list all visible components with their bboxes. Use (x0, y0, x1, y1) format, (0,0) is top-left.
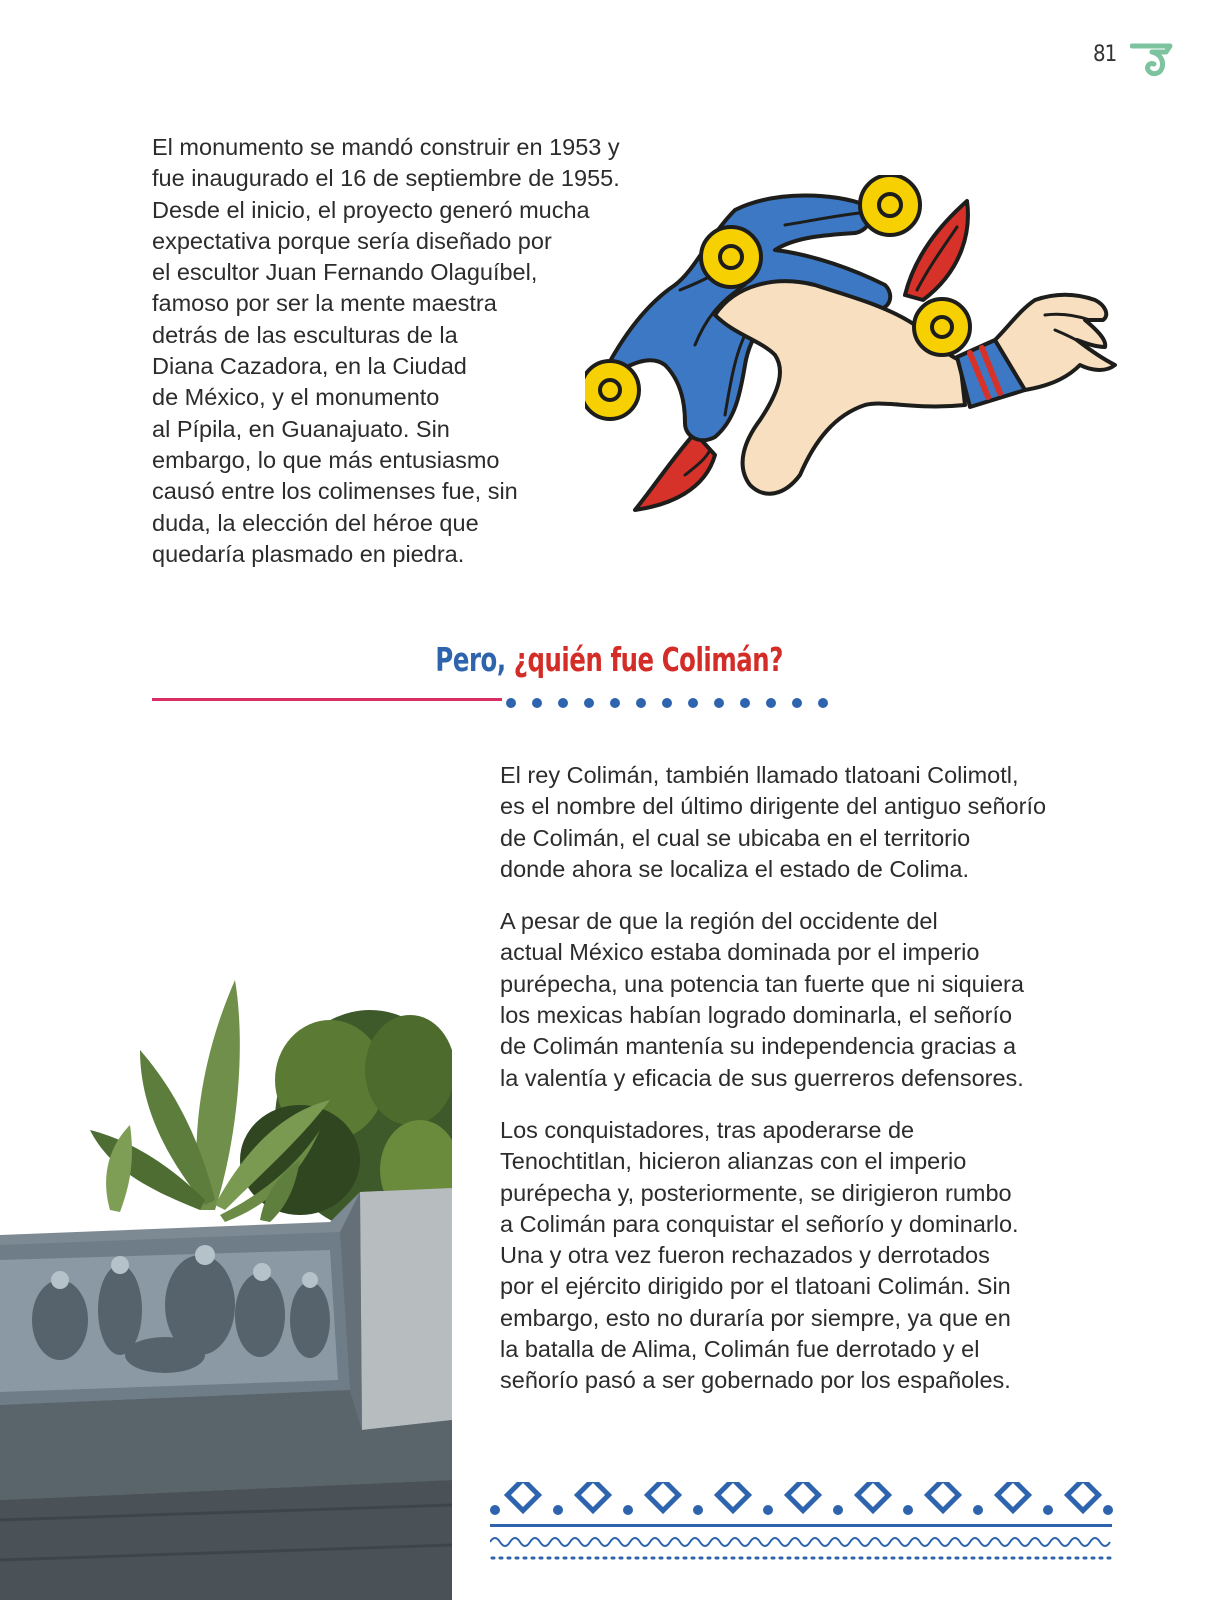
heading-underline (152, 698, 502, 701)
decorative-pattern (490, 1482, 1115, 1582)
page-number: 81 (1093, 42, 1117, 67)
paragraph-2: A pesar de que la región del occidente del actual México estaba dominada por el imperio purépecha, una potencia tan fuerte que ni siquiera los mexicas habían logrado dominarla, el señorío de Colimán mantenía su independencia gracias a la valentía y eficacia de sus guerreros defensores. (500, 908, 1024, 1091)
coliman-monument-photo (0, 960, 452, 1600)
section-heading: Pero, ¿quién fue Colimán? (435, 640, 783, 679)
dotted-divider (505, 697, 835, 709)
body-text (500, 760, 1140, 1418)
paragraph-3: Los conquistadores, tras apoderarse de Tenochtitlan, hicieron alianzas con el imperio purépecha y, posteriormente, se dirigieron rumbo a Colimán para conquistar el señorío y dominarlo. Una y otra vez fueron rechazados y derrotados por el ejército dirigido por el tlatoani Colimán. Sin embargo, esto no duraría por siempre, ya que en la batalla de Alima, Colimán fue derrotado y el señorío pasó a ser gobernado por los españoles. (500, 1116, 1019, 1394)
paragraph-1: El rey Colimán, también llamado tlatoani Colimotl, es el nombre del último dirigente del antiguo señorío de Colimán, el cual se ubicaba en el territorio donde ahora se localiza el estado de Colima. (500, 762, 1047, 882)
intro-paragraph: El monumento se mandó construir en 1953 y fue inaugurado el 16 de septiembre de 1955. Desde el inicio, el proyecto generó mucha expectativa porque sería diseñado por el escultor Juan Fernando Olaguíbel, famoso por ser la mente maestra detrás de las esculturas de la Diana Cazadora, en la Ciudad de México, y el monumento al Pípila, en Guanajuato. Sin embargo, lo que más entusiasmo causó entre los colimenses fue, sin duda, la elección del héroe que quedaría plasmado en piedra. (152, 134, 620, 567)
aztec-arm-illustration (585, 175, 1145, 525)
green-glyph-icon (1130, 42, 1174, 78)
